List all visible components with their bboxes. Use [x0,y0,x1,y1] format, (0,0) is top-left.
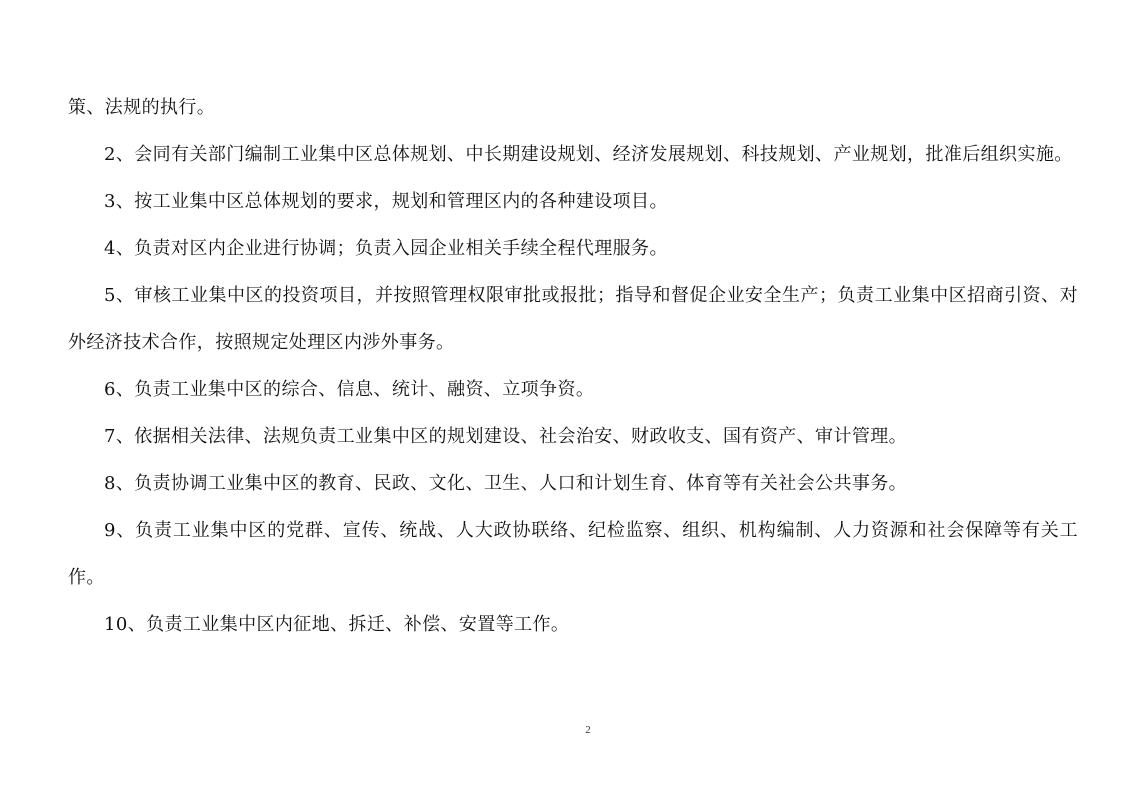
document-body [68,84,1078,648]
paragraph-item-9: 9、负责工业集中区的党群、宣传、统战、人大政协联络、纪检监察、组织、机构编制、人力资源和社会保障等有关工作。 [68,520,1078,588]
paragraph-item-7: 7、依据相关法律、法规负责工业集中区的规划建设、社会治安、财政收支、国有资产、审计管理。 [104,426,908,447]
paragraph-item-8: 8、负责协调工业集中区的教育、民政、文化、卫生、人口和计划生育、体育等有关社会公共事务。 [104,473,908,494]
paragraph-item-5: 5、审核工业集中区的投资项目，并按照管理权限审批或报批；指导和督促企业安全生产；负责工业集中区招商引资、对外经济技术合作，按照规定处理区内涉外事务。 [68,285,1078,353]
paragraph-item-3: 3、按工业集中区总体规划的要求，规划和管理区内的各种建设项目。 [104,191,668,212]
paragraph-item-2: 2、会同有关部门编制工业集中区总体规划、中长期建设规划、经济发展规划、科技规划、产业规划，批准后组织实施。 [104,144,1073,165]
paragraph-continuation: 策、法规的执行。 [68,97,216,118]
paragraph-item-10: 10、负责工业集中区内征地、拆迁、补偿、安置等工作。 [104,614,570,635]
paragraph-item-4: 4、负责对区内企业进行协调；负责入园企业相关手续全程代理服务。 [104,238,668,259]
paragraph-item-6: 6、负责工业集中区的综合、信息、统计、融资、立项争资。 [104,379,595,400]
page-number: 2 [585,724,591,736]
